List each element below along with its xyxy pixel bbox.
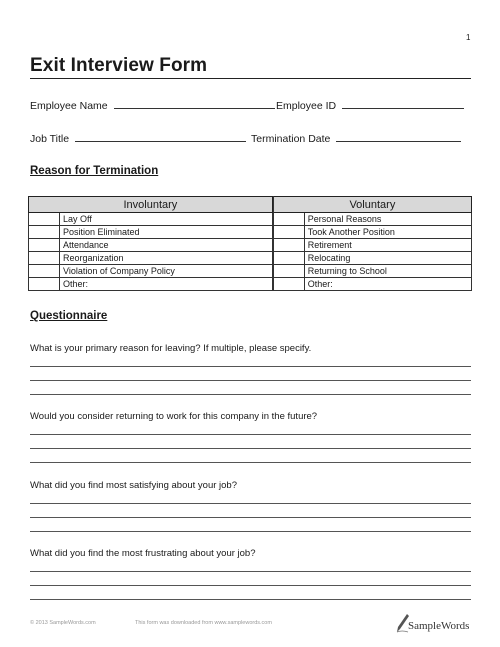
reason-row <box>29 213 472 226</box>
involuntary-reason: Reorganization <box>60 252 273 265</box>
termination-date-label: Termination Date <box>251 133 331 145</box>
reason-row <box>29 226 472 239</box>
job-title-input-line[interactable] <box>75 132 246 142</box>
checkbox-involuntary[interactable] <box>29 239 60 252</box>
answer-line[interactable] <box>30 517 471 518</box>
answer-line[interactable] <box>30 380 471 381</box>
question-frustrating: What did you find the most frustrating about your job? <box>30 548 256 559</box>
checkbox-voluntary[interactable] <box>273 226 304 239</box>
answer-line[interactable] <box>30 599 471 600</box>
involuntary-header: Involuntary <box>29 197 273 213</box>
employee-id-label: Employee ID <box>276 100 337 112</box>
checkbox-involuntary[interactable] <box>29 278 60 291</box>
answer-line[interactable] <box>30 394 471 395</box>
checkbox-involuntary[interactable] <box>29 213 60 226</box>
voluntary-reason: Other: <box>304 278 471 291</box>
answer-line[interactable] <box>30 448 471 449</box>
involuntary-reason: Position Eliminated <box>60 226 273 239</box>
question-returning: Would you consider returning to work for this company in the future? <box>30 411 318 422</box>
checkbox-involuntary[interactable] <box>29 252 60 265</box>
termination-date-field <box>251 132 461 145</box>
employee-name-field <box>30 99 275 112</box>
reason-table-header <box>29 197 472 213</box>
reason-row <box>29 252 472 265</box>
answer-line[interactable] <box>30 585 471 586</box>
involuntary-reason: Lay Off <box>60 213 273 226</box>
employee-name-input-line[interactable] <box>114 99 275 109</box>
title-divider <box>30 78 471 79</box>
checkbox-voluntary[interactable] <box>273 239 304 252</box>
voluntary-reason: Personal Reasons <box>304 213 471 226</box>
answer-line[interactable] <box>30 462 471 463</box>
footer-download-note: This form was downloaded from www.samplewords.com <box>135 620 272 626</box>
checkbox-voluntary[interactable] <box>273 252 304 265</box>
involuntary-reason: Attendance <box>60 239 273 252</box>
checkbox-voluntary[interactable] <box>273 278 304 291</box>
voluntary-reason: Returning to School <box>304 265 471 278</box>
questionnaire-heading: Questionnaire <box>30 310 108 322</box>
checkbox-involuntary[interactable] <box>29 265 60 278</box>
checkbox-involuntary[interactable] <box>29 226 60 239</box>
page-number: 1 <box>466 33 471 42</box>
termination-date-input-line[interactable] <box>336 132 461 142</box>
voluntary-reason: Retirement <box>304 239 471 252</box>
employee-id-input-line[interactable] <box>342 99 464 109</box>
reason-row <box>29 278 472 291</box>
voluntary-reason: Took Another Position <box>304 226 471 239</box>
answer-line[interactable] <box>30 531 471 532</box>
answer-line[interactable] <box>30 571 471 572</box>
question-satisfying: What did you find most satisfying about your job? <box>30 480 238 491</box>
samplewords-logo <box>396 611 476 636</box>
answer-line[interactable] <box>30 434 471 435</box>
reason-row <box>29 239 472 252</box>
checkbox-voluntary[interactable] <box>273 213 304 226</box>
job-title-label: Job Title <box>30 133 70 145</box>
footer-copyright: © 2013 SampleWords.com <box>30 620 96 626</box>
involuntary-reason: Violation of Company Policy <box>60 265 273 278</box>
voluntary-reason: Relocating <box>304 252 471 265</box>
reason-table <box>28 196 472 291</box>
form-title: Exit Interview Form <box>30 55 208 76</box>
involuntary-reason: Other: <box>60 278 273 291</box>
employee-id-field <box>276 99 464 112</box>
checkbox-voluntary[interactable] <box>273 265 304 278</box>
answer-line[interactable] <box>30 366 471 367</box>
logo-text: SampleWords <box>408 620 470 632</box>
job-title-field <box>30 132 246 145</box>
reason-section-heading: Reason for Termination <box>30 165 159 177</box>
voluntary-header: Voluntary <box>273 197 471 213</box>
answer-line[interactable] <box>30 503 471 504</box>
employee-name-label: Employee Name <box>30 100 108 112</box>
reason-row <box>29 265 472 278</box>
question-primary-reason: What is your primary reason for leaving? If multiple, please specify. <box>30 343 312 354</box>
